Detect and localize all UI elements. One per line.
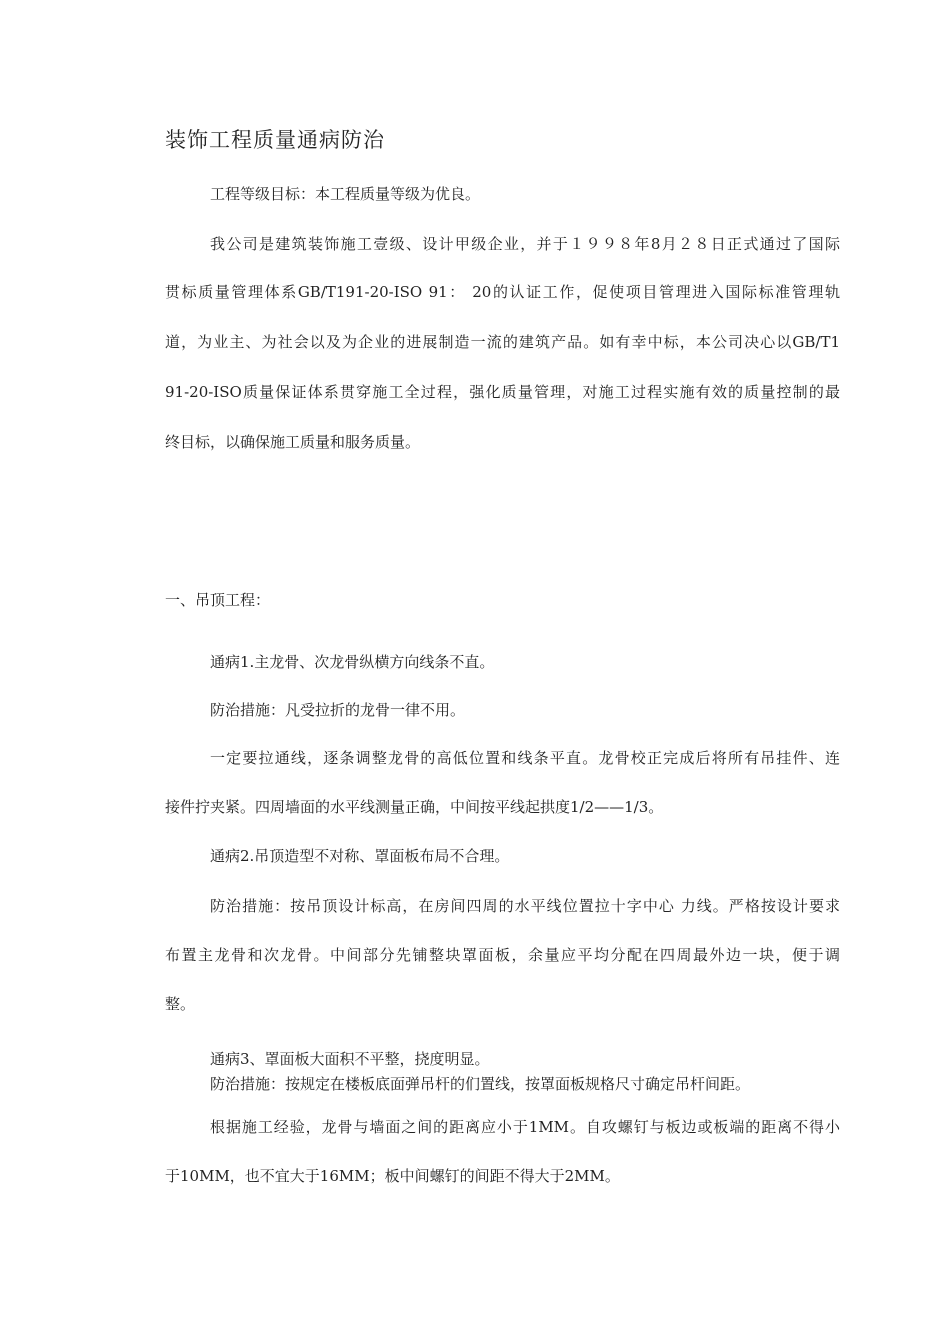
company-paragraph-line-5: 终目标，以确保施工质量和服务质量。: [165, 433, 421, 451]
measure-2-line-2: 布置主龙骨和次龙骨。中间部分先铺整块罩面板，余量应平均分配在四周最外边一块，便于调: [165, 946, 840, 964]
document-title: 装饰工程质量通病防治: [165, 128, 385, 152]
company-paragraph-line-3: 道，为业主、为社会以及为企业的进展制造一流的建筑产品。如有幸中标，本公司决心以GB/T1: [165, 333, 840, 351]
measure-3-title: 防治措施：按规定在楼板底面弹吊杆的们置线，按罩面板规格尺寸确定吊杆间距。: [210, 1075, 751, 1093]
quality-goal-paragraph: 工程等级目标：本工程质量等级为优良。: [210, 185, 481, 203]
section-heading-ceiling: 一、吊顶工程：: [165, 591, 271, 609]
company-paragraph-line-4: 91-20-ISO质量保证体系贯穿施工全过程，强化质量管理，对施工过程实施有效的质量控制的最: [165, 383, 840, 401]
measure-3-detail-line-1: 根据施工经验，龙骨与墙面之间的距离应小于1MM。自攻螺钉与板边或板端的距离不得小: [210, 1118, 840, 1136]
defect-2-title: 通病2.吊顶造型不对称、罩面板布局不合理。: [210, 847, 510, 865]
measure-3-detail-line-2: 于10MM，也不宜大于16MM；板中间螺钉的间距不得大于2MM。: [165, 1167, 620, 1185]
measure-1-detail-line-2: 接件拧夹紧。四周墙面的水平线测量正确，中间按平线起拱度1/2——1/3。: [165, 798, 664, 816]
measure-2-line-3: 整。: [165, 995, 196, 1013]
defect-3-title: 通病3、罩面板大面积不平整，挠度明显。: [210, 1050, 490, 1068]
measure-1-title: 防治措施：凡受拉折的龙骨一律不用。: [210, 701, 466, 719]
company-paragraph-line-2: 贯标质量管理体系GB/T191-20-ISO 91： 20的认证工作，促使项目管理进入国际标准管理轨: [165, 283, 840, 301]
defect-1-title: 通病1.主龙骨、次龙骨纵横方向线条不直。: [210, 653, 495, 671]
measure-1-detail-line-1: 一定要拉通线，逐条调整龙骨的高低位置和线条平直。龙骨校正完成后将所有吊挂件、连: [210, 749, 840, 767]
measure-2-line-1: 防治措施：按吊顶设计标高，在房间四周的水平线位置拉十字中心 力线。严格按设计要求: [210, 897, 840, 915]
company-paragraph-line-1: 我公司是建筑装饰施工壹级、设计甲级企业，并于１９９８年8月２８日正式通过了国际: [210, 235, 840, 253]
